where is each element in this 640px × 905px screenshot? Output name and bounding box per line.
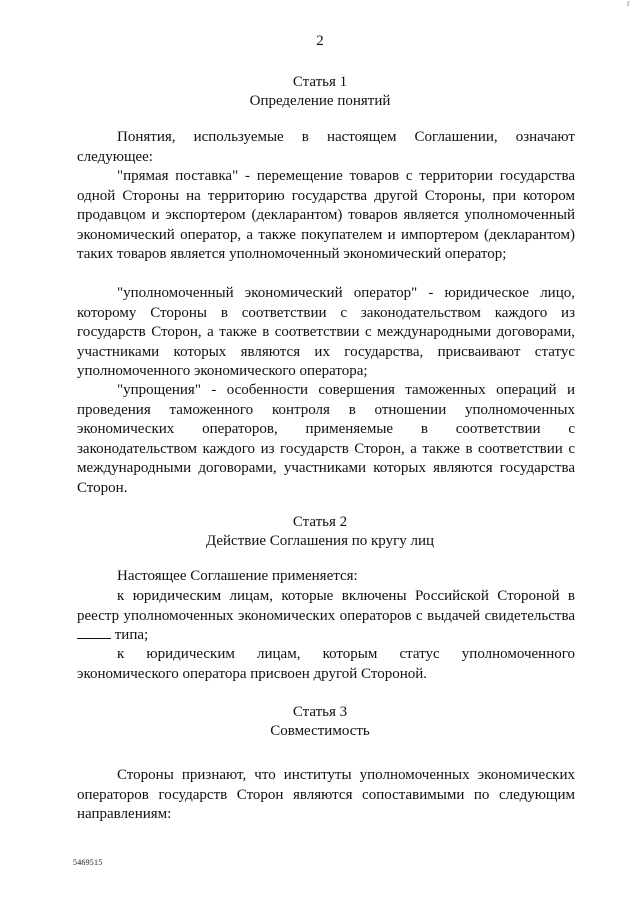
article-1-number: Статья 1: [292, 74, 348, 90]
article-1-paragraph-4: "упрощения" - особенности совершения таможенных операций и проведения таможенного контроля в отношении уполномоченных экономических операторов, применяемые в соответствии с законодательством каждого из государств Сторон, а также в соответствии с международными договорами, участниками которых являются государства Сторон.: [77, 382, 575, 496]
article-3-heading: [0, 703, 640, 741]
blank-field: [77, 626, 111, 639]
article-1-title: Определение понятий: [249, 93, 391, 109]
article-2-paragraph-1: Настоящее Соглашение применяется:: [117, 568, 358, 584]
article-3-paragraph-1: Стороны признают, что институты уполномоченных экономических операторов государств Сторон являются сопоставимыми по следующим направлениям:: [77, 767, 575, 823]
article-2-paragraph-2-text: к юридическим лицам, которые включены Российской Стороной в реестр уполномоченных экономических операторов с выдачей свидетельства: [77, 588, 575, 624]
article-2-number: Статья 2: [292, 514, 348, 530]
article-2-paragraph-3: к юридическим лицам, которым статус уполномоченного экономического оператора присвоен другой Стороной.: [77, 646, 575, 682]
document-id: 5469515: [73, 858, 103, 867]
article-2-title: Действие Соглашения по кругу лиц: [205, 533, 435, 549]
article-2-paragraph-2: [77, 587, 575, 646]
article-1-paragraph-2: "прямая поставка" - перемещение товаров с территории государства одной Стороны на территорию государства другой Стороны, при котором продавцом и экспортером (декларантом) товаров является уполномоченный экономический оператор, а также покупателем и импортером (декларантом) таких товаров является уполномоченный экономический оператор;: [77, 168, 575, 263]
article-1-heading: [0, 73, 640, 111]
corner-mark: r: [627, 0, 630, 8]
article-3-title: Совместимость: [270, 723, 370, 739]
article-2-heading: [0, 513, 640, 551]
article-2-paragraph-2-end: типа;: [114, 627, 149, 644]
page-number: 2: [316, 33, 324, 49]
article-1-paragraph-3: "уполномоченный экономический оператор" - юридическое лицо, которому Стороны в соответствии с законодательством каждого из государств Сторон, а также в соответствии с международными договорами, участниками которых являются их государства, присваивают статус уполномоченного экономического оператора;: [77, 285, 575, 380]
article-1-paragraph-1: Понятия, используемые в настоящем Соглашении, означают следующее:: [77, 129, 575, 165]
article-3-number: Статья 3: [292, 704, 348, 720]
